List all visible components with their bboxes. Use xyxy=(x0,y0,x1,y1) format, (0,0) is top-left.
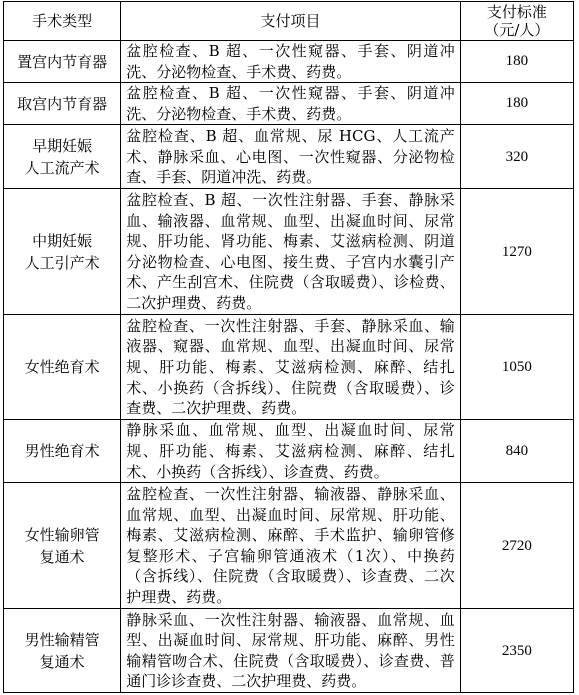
cell-payment-standard: 180 xyxy=(460,41,573,83)
cell-surgery-type xyxy=(4,41,121,83)
cell-payment-items: 盆腔检查、B 超、血常规、尿 HCG、人工流产术、静脉采血、心电图、一次性窥器、分泌物检查、手套、阴道冲洗、药费。 xyxy=(121,125,461,189)
surgery-type-line: 男性绝育术 xyxy=(24,442,100,461)
header-payment-items: 支付项目 xyxy=(121,2,461,41)
cell-surgery-type xyxy=(4,315,121,420)
table-row xyxy=(4,609,574,693)
header-surgery-type: 手术类型 xyxy=(4,2,121,41)
cell-surgery-type xyxy=(4,125,121,189)
surgery-type-line: 人工流产术 xyxy=(24,158,100,177)
cell-payment-items: 静脉采血、一次性注射器、输液器、血常规、血型、出凝血时间、尿常规、肝功能、麻醉、男性输精管吻合术、住院费（含取暖费）、诊查费、普通门诊诊查费、二次护理费、药费。 xyxy=(121,609,461,693)
surgery-type-line: 人工引产术 xyxy=(24,253,100,272)
cell-payment-items: 静脉采血、血常规、血型、出凝血时间、尿常规、肝功能、梅素、艾滋病检测、麻醉、结扎术、小换药（含拆线）、诊查费、药费。 xyxy=(121,420,461,483)
table-row xyxy=(4,41,574,83)
cell-payment-standard: 1270 xyxy=(460,189,573,315)
cell-payment-items: 盆腔检查、B 超、一次性窥器、手套、阴道冲洗、分泌物检查、手术费、药费。 xyxy=(121,41,461,83)
header-payment-standard xyxy=(460,2,573,41)
cell-surgery-type xyxy=(4,83,121,125)
surgery-type-line: 早期妊娠 xyxy=(32,136,93,155)
surgery-type-line: 复通术 xyxy=(39,547,85,566)
surgery-type-line: 取宫内节育器 xyxy=(17,94,108,113)
surgery-type-line: 男性输精管 xyxy=(24,630,100,649)
cell-payment-standard: 180 xyxy=(460,83,573,125)
table-row xyxy=(4,189,574,315)
header-standard-line2: （元/人） xyxy=(484,21,550,39)
cell-surgery-type xyxy=(4,609,121,693)
cell-payment-standard: 1050 xyxy=(460,315,573,420)
surgery-type-line: 中期妊娠 xyxy=(32,231,93,250)
surgery-type-line: 复通术 xyxy=(39,652,85,671)
table-row xyxy=(4,315,574,420)
surgery-type-line: 女性输卵管 xyxy=(24,525,100,544)
cell-payment-standard: 840 xyxy=(460,420,573,483)
cell-surgery-type xyxy=(4,420,121,483)
surgery-type-line: 女性绝育术 xyxy=(24,358,100,377)
table-row xyxy=(4,483,574,609)
cell-payment-items: 盆腔检查、一次性注射器、输液器、静脉采血、血常规、血型、出凝血时间、尿常规、肝功能、梅素、艾滋病检测、麻醉、手术监护、输卵管修复整形术、子宫输卵管通液术（1次）、中换药（含拆线）、住院费（含取暖费）、诊查费、二次护理费、药费。 xyxy=(121,483,461,609)
cell-payment-items: 盆腔检查、B 超、一次性窥器、手套、阴道冲洗、分泌物检查、手术费、药费。 xyxy=(121,83,461,125)
cell-surgery-type xyxy=(4,189,121,315)
cell-payment-items: 盆腔检查、B 超、一次性注射器、手套、静脉采血、输液器、血常规、血型、出凝血时间、尿常规、肝功能、肾功能、梅素、艾滋病检测、阴道分泌物检查、心电图、接生费、子宫内水囊引产术、产生刮宫术、住院费（含取暖费）、诊检费、二次护理费、药费。 xyxy=(121,189,461,315)
table-row xyxy=(4,83,574,125)
header-standard-line1: 支付标准 xyxy=(486,3,547,21)
cell-payment-items: 盆腔检查、一次性注射器、手套、静脉采血、输液器、窥器、血常规、血型、出凝血时间、尿常规、肝功能、梅素、艾滋病检测、麻醉、结扎术、小换药（含拆线）、住院费（含取暖费）、诊查费、二次护理费、药费。 xyxy=(121,315,461,420)
payment-standard-table xyxy=(3,1,574,693)
table-row xyxy=(4,125,574,189)
table-row xyxy=(4,420,574,483)
cell-payment-standard: 2720 xyxy=(460,483,573,609)
cell-payment-standard: 2350 xyxy=(460,609,573,693)
surgery-type-line: 置宫内节育器 xyxy=(17,52,108,71)
cell-surgery-type xyxy=(4,483,121,609)
cell-payment-standard: 320 xyxy=(460,125,573,189)
table-header-row xyxy=(4,2,574,41)
table-body xyxy=(4,41,574,693)
